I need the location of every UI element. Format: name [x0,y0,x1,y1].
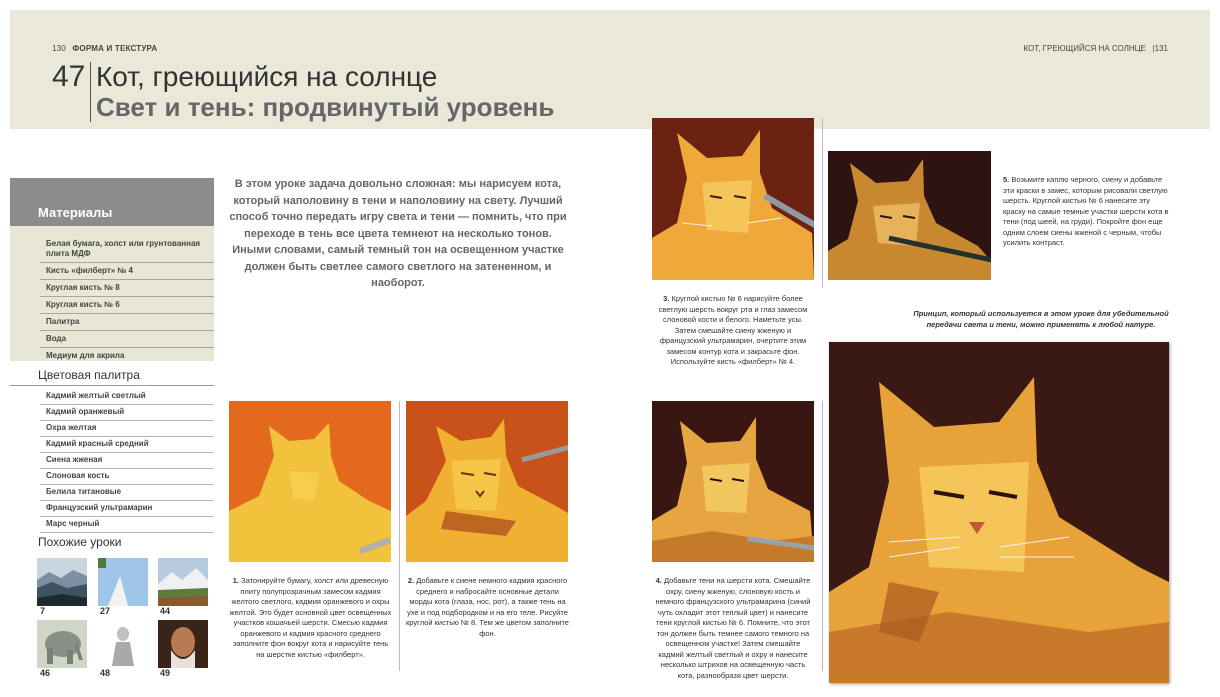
step-2-painting [406,401,568,562]
materials-item: Вода [40,331,214,348]
thumb-number: 46 [40,668,51,678]
mountain-landscape-image [37,558,87,606]
thumb-number: 44 [160,606,171,616]
thumb-lesson-7[interactable] [37,558,87,606]
column-divider [822,118,823,288]
step-1-text [229,576,392,660]
step-3-number: 3. [663,294,670,303]
right-running-head: КОТ, ГРЕЮЩИЙСЯ НА СОЛНЦЕ |131 [1023,44,1168,53]
lesson-title: Кот, греющийся на солнце [96,61,438,92]
materials-item: Кисть «филберт» № 4 [40,263,214,280]
palette-item: Кадмий красный средний [40,437,214,453]
thumb-lesson-44[interactable] [158,558,208,606]
thumb-lesson-48[interactable] [98,620,148,668]
sidebar [10,178,214,687]
old-man-portrait-image [158,620,208,668]
left-section-title: ФОРМА И ТЕКСТУРА [72,44,158,53]
palette-item: Кадмий желтый светлый [40,389,214,405]
column-divider [399,401,400,671]
step-3-painting [652,118,814,280]
step-2-text [406,576,569,639]
step-1-body: Затонируйте бумагу, холст или древесную плиту полупрозрачным замесом кадмия желтого светлого, кадмия оранжевого и охры желтой. Это будет основной цвет освещенных участков кошачьей шерсти. Смесью кадмия оранжевого и кадмия красного среднего заполните фон вокруг кота и нарисуйте тень на шерстке кистью «филберт». [229,576,392,659]
elephant-image [37,620,87,668]
final-painting [829,342,1169,683]
step-5-number: 5. [1003,175,1010,184]
step-5-painting [828,151,991,280]
right-section-title: КОТ, ГРЕЮЩИЙСЯ НА СОЛНЦЕ [1023,44,1146,53]
palette-item: Охра желтая [40,421,214,437]
right-page-number: 131 [1154,44,1168,53]
column-divider [822,401,823,671]
materials-list [40,236,214,365]
step-2-number: 2. [407,576,415,585]
palette-divider [10,385,214,386]
step-4-body: Добавьте тени на шерсти кота. Смешайте охру, сиену жженую, слоновую кость и немного французского ультрамарина (синий чуть охладит этот теплый цвет) и нанесите тени круглой кистью № 6. Помните, что этот тон должен быть темнее самого темного на освещенном участке! Затем смешайте кадмий желтый светлый и охру и нанесите несколько штрихов на освещенную часть кота, разнообразя цвет шерсти. [655,576,811,680]
palette-item: Сиена жженая [40,453,214,469]
step-1-painting [229,401,391,562]
step-3-text [652,294,814,368]
materials-header [10,178,214,226]
materials-item: Белая бумага, холст или грунтованная плита МДФ [40,236,214,263]
lesson-number: 47 [52,60,86,93]
step-5-body: Возьмите каплю черного, сиену и добавьте эти краски в замес, которым рисовали светлую шерсть. Круглой кистью № 6 нанесите эту краску на самые темные участки шерсти кота в тени (под шеей, на груди). Покройте фон еще одним слоем сиены жженой с черным, чтобы усилить контраст. [1003,175,1169,247]
sky-landscape-image [98,558,148,606]
step-1-number: 1. [232,576,239,585]
sculpture-image [98,620,148,668]
palette-item: Слоновая кость [40,469,214,485]
step-4-text [652,576,814,681]
left-page-number: 130 [52,44,66,53]
step-2-body: Добавьте к сиене немного кадмия красного среднего и набросайте основные детали морды кота (глаза, нос, рот), а также тень на ухе и под подбородком и на его теле. Рисуйте круглой кистью № 8. Тем же цветом заполните фон. [406,576,569,638]
thumb-number: 27 [100,606,111,616]
step-4-painting [652,401,814,562]
lesson-subtitle: Свет и тень: продвинутый уровень [96,92,555,122]
thumb-lesson-46[interactable] [37,620,87,668]
palette-title: Цветовая палитра [38,368,140,382]
palette-item: Французский ультрамарин [40,501,214,517]
thumb-number: 48 [100,668,111,678]
palette-item: Кадмий оранжевый [40,405,214,421]
title-divider [90,62,91,122]
materials-item: Круглая кисть № 6 [40,297,214,314]
step-5-text [1003,175,1173,249]
principle-note: Принцип, который используется в этом уроке для убедительной передачи света и тени, можно применять к любой натуре. [913,309,1169,329]
materials-item: Медиум для акрила [40,348,214,365]
left-running-head [52,44,157,53]
snowy-mountain-image [158,558,208,606]
thumb-number: 49 [160,668,171,678]
palette-item: Белила титановые [40,485,214,501]
step-4-number: 4. [655,576,662,585]
intro-paragraph: В этом уроке задача довольно сложная: мы нарисуем кота, который наполовину в тени и наполовину на свету. Лучший способ точно передать игру света и тени — помнить, что при переходе в тень все цвета темнеют на несколько тонов. Иными словами, самый темный тон на освещенном участке должен быть светлее самого светлого на затененном, и наоборот. [229,178,567,289]
thumb-lesson-49[interactable] [158,620,208,668]
thumb-number: 7 [40,606,46,616]
materials-title: Материалы [38,205,113,220]
palette-item: Марс черный [40,517,214,533]
materials-item: Палитра [40,314,214,331]
header-band [10,10,1210,129]
materials-item: Круглая кисть № 8 [40,280,214,297]
step-3-body: Круглой кистью № 6 нарисуйте более светлую шерсть вокруг рта и глаз замесом слоновой кости и белого. Наметьте усы. Затем смешайте сиену жженую и французский ультрамарин, очертите этим замесом контур кота и закрасьте фон. Используйте кисть «филберт» № 4. [658,294,808,366]
book-spread [10,10,1210,687]
palette-list [40,389,214,533]
thumb-lesson-27[interactable] [98,558,148,606]
similar-lessons-title: Похожие уроки [38,535,122,549]
